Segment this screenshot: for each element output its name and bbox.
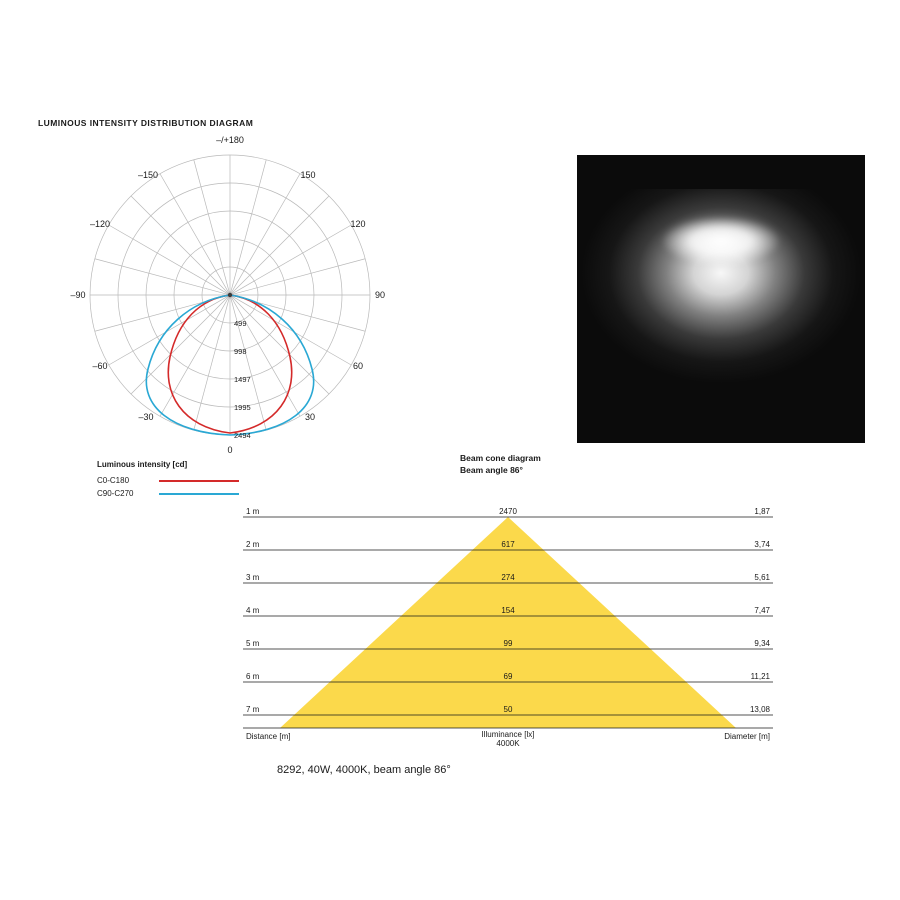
angle-label-0: 0 [227, 445, 233, 455]
legend-item-c0-c180 [97, 474, 277, 487]
cone-illuminance-6: 69 [503, 672, 513, 681]
cone-distance-4: 4 m [246, 606, 260, 615]
beam-cone-svg [243, 505, 773, 750]
cone-distance-6: 6 m [246, 672, 260, 681]
cone-diameter-7: 13,08 [749, 705, 770, 714]
ring-label-2: 998 [234, 347, 247, 356]
cone-header-cct: 4000K [496, 739, 520, 748]
cone-header-diameter: Diameter [m] [724, 732, 770, 741]
polar-origin [228, 293, 232, 297]
cone-illuminance-1: 2470 [499, 507, 517, 516]
chart-legend [97, 460, 277, 500]
cone-illuminance-5: 99 [503, 639, 513, 648]
ring-label-5: 2494 [234, 431, 251, 440]
luminous-intensity-polar-chart [60, 135, 480, 460]
angle-label-minus60: –60 [92, 361, 108, 371]
cone-illuminance-2: 617 [501, 540, 515, 549]
cone-diameter-4: 7,47 [754, 606, 770, 615]
legend-title: Luminous intensity [cd] [97, 460, 188, 469]
cone-illuminance-7: 50 [503, 705, 513, 714]
cone-distance-5: 5 m [246, 639, 260, 648]
ring-label-3: 1497 [234, 375, 251, 384]
beam-cone-title [460, 452, 541, 476]
legend-item-c90-c270 [97, 487, 277, 500]
angle-label-90: 90 [374, 290, 386, 300]
beam-cone-title-line2: Beam angle 86° [460, 465, 523, 475]
legend-label-c90-c270: C90-C270 [97, 489, 134, 498]
ring-label-1: 499 [234, 319, 247, 328]
angle-label-120: 120 [350, 219, 366, 229]
legend-swatch-c0-c180 [159, 480, 239, 482]
cone-diameter-6: 11,21 [750, 672, 770, 681]
angle-label-30: 30 [304, 412, 316, 422]
cone-illuminance-3: 274 [501, 573, 515, 582]
legend-label-c0-c180: C0-C180 [97, 476, 130, 485]
beam-cone-title-line1: Beam cone diagram [460, 453, 541, 463]
polar-chart-svg [60, 135, 480, 460]
angle-label-180: –/+180 [216, 135, 244, 145]
cone-diameter-2: 3,74 [754, 540, 770, 549]
angle-label-minus30: –30 [138, 412, 154, 422]
figure-caption: 8292, 40W, 4000K, beam angle 86° [277, 764, 451, 776]
cone-header-distance: Distance [m] [246, 732, 291, 741]
page-title: LUMINOUS INTENSITY DISTRIBUTION DIAGRAM [38, 118, 254, 128]
cone-distance-3: 3 m [246, 573, 260, 582]
cone-header-illuminance: Illuminance [lx] [481, 730, 535, 739]
cone-illuminance-4: 154 [501, 606, 515, 615]
cone-diameter-3: 5,61 [754, 573, 770, 582]
angle-label-minus90: –90 [70, 290, 86, 300]
angle-label-150: 150 [300, 170, 316, 180]
cone-diameter-5: 9,34 [754, 639, 770, 648]
angle-label-60: 60 [352, 361, 364, 371]
cone-diameter-1: 1,87 [754, 507, 770, 516]
cone-distance-2: 2 m [246, 540, 260, 549]
cone-distance-1: 1 m [246, 507, 260, 516]
angle-label-minus120: –120 [89, 219, 111, 229]
legend-swatch-c90-c270 [159, 493, 239, 495]
beam-cone-diagram [243, 505, 773, 750]
cone-distance-7: 7 m [246, 705, 260, 714]
beam-photo [577, 155, 865, 443]
ring-label-4: 1995 [234, 403, 251, 412]
beam-hotspot [646, 210, 796, 272]
angle-label-minus150: –150 [137, 170, 159, 180]
